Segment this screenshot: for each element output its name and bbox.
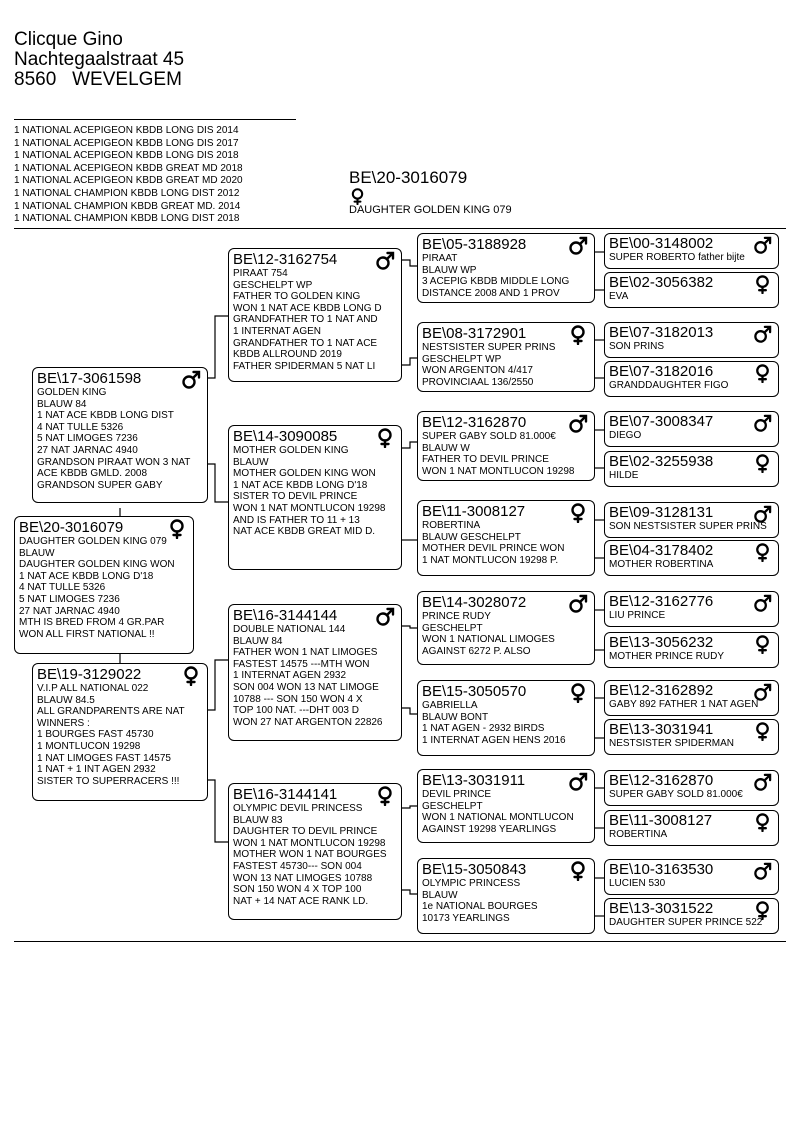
achievement-item: 1 NATIONAL ACEPIGEON KBDB GREAT MD 2020 <box>14 175 243 187</box>
male-icon <box>568 772 588 797</box>
ring-number: BE\20-3016079 <box>19 519 124 536</box>
ring-number: BE\07-3182016 <box>609 363 714 380</box>
male-icon <box>375 251 395 276</box>
pigeon-info-line: NAT ACE KBDB GREAT MID D. <box>233 526 376 538</box>
pigeon-info-line: FATHER WON 1 NAT LIMOGES <box>233 647 378 659</box>
subject-ring: BE\20-3016079 <box>349 168 468 187</box>
female-icon <box>181 666 201 691</box>
pigeon-card-sss <box>417 233 595 303</box>
pigeon-info-line: GESCHELPT <box>422 800 483 812</box>
pigeon-info-line: GESCHELPT <box>422 622 483 634</box>
pigeon-card-ssd <box>417 322 595 392</box>
pigeon-info-line: WON 1 NAT MONTLUCON 19298 <box>233 837 386 849</box>
male-icon <box>753 594 772 618</box>
ring-number: BE\11-3008127 <box>609 812 713 829</box>
male-icon <box>181 370 201 395</box>
achievement-item: 1 NATIONAL ACEPIGEON KBDB LONG DIS 2014 <box>14 125 239 136</box>
pigeon-info-line: FASTEST 14575 ---MTH WON <box>233 658 370 670</box>
ring-number: BE\16-3144141 <box>233 786 338 803</box>
pigeon-card-g3 <box>604 322 779 358</box>
pigeon-info-line: 1 NAT ACE KBDB LONG D'18 <box>19 570 154 582</box>
pigeon-card-dam <box>32 663 208 801</box>
pigeon-info-line: MOTHER GOLDEN KING <box>233 445 349 456</box>
pigeon-info-line: SUPER GABY SOLD 81.000€ <box>609 789 743 800</box>
pigeon-info-line: BLAUW BONT <box>422 711 489 723</box>
pigeon-info-line: 1 NAT + 1 INT AGEN 2932 <box>37 764 156 776</box>
pigeon-card-g13 <box>604 770 779 806</box>
pigeon-info-line: SON 004 WON 13 NAT LIMOGE <box>233 681 379 693</box>
ring-number: BE\16-3144144 <box>233 607 338 624</box>
pigeon-info-line: FASTEST 45730--- SON 004 <box>233 860 362 872</box>
pigeon-info-line: OLYMPIC DEVIL PRINCESS <box>233 803 363 814</box>
pigeon-info-line: 1 NAT MONTLUCON 19298 P. <box>422 554 559 566</box>
pigeon-info-line: 1 INTERNAT AGEN 2932 <box>233 670 347 682</box>
male-icon <box>753 236 772 260</box>
ring-number: BE\14-3028072 <box>422 594 527 611</box>
pigeon-info-line: WON 13 NAT LIMOGES 10788 <box>233 872 373 884</box>
ring-number: BE\07-3008347 <box>609 413 714 430</box>
pigeon-info-line: FATHER TO GOLDEN KING <box>233 291 361 303</box>
pigeon-info-line: NESTSISTER SUPER PRINS <box>422 342 556 353</box>
pigeon-info-line: ROBERTINA <box>609 829 668 840</box>
female-icon <box>753 364 772 388</box>
pigeon-info-line: GOLDEN KING <box>37 387 107 398</box>
pigeon-info-line: DAUGHTER SUPER PRINCE 522 <box>609 917 763 928</box>
pigeon-info-line: GESCHELPT WP <box>233 279 313 291</box>
pigeon-info-line: HILDE <box>609 470 639 481</box>
achievement-item: 1 NATIONAL CHAMPION KBDB GREAT MD. 2014 <box>14 200 241 212</box>
ring-number: BE\12-3162892 <box>609 682 714 699</box>
female-icon <box>753 722 772 746</box>
pigeon-info-line: DEVIL PRINCE <box>422 789 492 800</box>
pigeon-info-line: BLAUW 84.5 <box>37 694 95 706</box>
pigeon-info-line: 27 NAT JARNAC 4940 <box>37 444 138 456</box>
pigeon-card-g16 <box>604 898 779 934</box>
pigeon-info-line: DISTANCE 2008 AND 1 PROV <box>422 287 560 299</box>
female-icon <box>568 861 588 886</box>
pigeon-info-line: 27 NAT JARNAC 4940 <box>19 605 120 617</box>
pigeon-info-line: GRANDDAUGHTER FIGO <box>609 380 729 391</box>
pigeon-info-line: WON 1 NATIONAL MONTLUCON <box>422 812 574 824</box>
pigeon-card-sire <box>32 367 208 503</box>
owner-city: WEVELGEM <box>72 69 182 90</box>
pigeon-info-line: PIRAAT <box>422 253 458 264</box>
male-icon <box>753 325 772 349</box>
pigeon-info-line: 1 NAT ACE KBDB LONG D'18 <box>233 479 368 491</box>
ring-number: BE\14-3090085 <box>233 428 338 445</box>
male-icon <box>568 414 588 439</box>
pigeon-info-line: GRANDFATHER TO 1 NAT AND <box>233 314 378 326</box>
pigeon-info-line: FATHER SPIDERMAN 5 NAT LI <box>233 360 376 372</box>
pigeon-info-line: GABRIELLA <box>422 700 478 711</box>
pigeon-info-line: DAUGHTER GOLDEN KING WON <box>19 559 175 571</box>
pigeon-info-line: SISTER TO SUPERRACERS !!! <box>37 775 180 787</box>
pigeon-info-line: ACE KBDB GMLD. 2008 <box>37 468 148 480</box>
ring-number: BE\04-3178402 <box>609 542 714 559</box>
pigeon-card-ddd <box>417 858 595 934</box>
pigeon-card-ds <box>228 604 402 741</box>
pigeon-info-line: 10173 YEARLINGS <box>422 912 510 924</box>
pigeon-info-line: MOTHER WON 1 NAT BOURGES <box>233 849 387 861</box>
female-icon <box>753 543 772 567</box>
ring-number: BE\12-3162776 <box>609 593 714 610</box>
pigeon-info-line: WINNERS : <box>37 717 90 729</box>
pigeon-card-g8 <box>604 540 779 576</box>
pigeon-card-g12 <box>604 719 779 755</box>
ring-number: BE\02-3056382 <box>609 274 714 291</box>
ring-number: BE\17-3061598 <box>37 370 142 387</box>
male-icon <box>375 607 395 632</box>
ring-number: BE\08-3172901 <box>422 325 527 342</box>
male-icon <box>753 773 772 797</box>
pigeon-info-line: BLAUW 83 <box>233 814 283 826</box>
pigeon-info-line: OLYMPIC PRINCESS <box>422 878 521 889</box>
female-icon <box>753 813 772 837</box>
female-icon <box>753 454 772 478</box>
pigeon-card-dsd <box>417 680 595 756</box>
owner-postal: 8560 <box>14 69 57 90</box>
pigeon-info-line: GESCHELPT WP <box>422 353 502 365</box>
pigeon-card-g11 <box>604 680 779 716</box>
pigeon-card-sd <box>228 425 402 570</box>
pigeon-info-line: PRINCE RUDY <box>422 611 491 622</box>
pigeon-info-line: WON ALL FIRST NATIONAL !! <box>19 628 155 640</box>
pigeon-info-line: BLAUW W <box>422 442 470 454</box>
pigeon-info-line: EVA <box>609 291 629 302</box>
pigeon-info-line: NESTSISTER SPIDERMAN <box>609 738 735 749</box>
pigeon-info-line: 1 NAT AGEN - 2932 BIRDS <box>422 723 545 735</box>
pigeon-info-line: WON 1 NATIONAL LIMOGES <box>422 634 555 646</box>
pigeon-card-g15 <box>604 859 779 895</box>
pigeon-info-line: 3 ACEPIG KBDB MIDDLE LONG <box>422 276 570 288</box>
pigeon-info-line: 1 MONTLUCON 19298 <box>37 740 141 752</box>
pigeon-info-line: SUPER GABY SOLD 81.000€ <box>422 431 556 442</box>
pigeon-info-line: SON 150 WON 4 X TOP 100 <box>233 884 362 896</box>
pigeon-info-line: TOP 100 NAT. ---DHT 003 D <box>233 705 359 717</box>
pigeon-info-line: 1 INTERNAT AGEN HENS 2016 <box>422 734 566 746</box>
pigeon-info-line: DAUGHTER TO DEVIL PRINCE <box>233 826 378 838</box>
pigeon-info-line: FATHER TO DEVIL PRINCE <box>422 454 549 466</box>
pigeon-card-g6 <box>604 451 779 487</box>
pigeon-info-line: 1 NAT LIMOGES FAST 14575 <box>37 752 171 764</box>
female-icon <box>375 428 395 453</box>
pigeon-info-line: 4 NAT TULLE 5326 <box>19 582 106 594</box>
male-icon <box>753 505 772 529</box>
female-icon <box>568 503 588 528</box>
pigeon-info-line: LIU PRINCE <box>609 610 666 621</box>
achievement-item: 1 NATIONAL ACEPIGEON KBDB LONG DIS 2018 <box>14 150 239 162</box>
pigeon-info-line: MOTHER PRINCE RUDY <box>609 651 725 662</box>
pigeon-card-ss <box>228 248 402 382</box>
pigeon-info-line: SON NESTSISTER SUPER PRINS <box>609 521 767 532</box>
ring-number: BE\15-3050843 <box>422 861 527 878</box>
ring-number: BE\12-3162870 <box>422 414 527 431</box>
pigeon-info-line: BLAUW WP <box>422 264 477 276</box>
male-icon <box>753 862 772 886</box>
female-icon <box>568 325 588 350</box>
pigeon-info-line: BLAUW GESCHELPT <box>422 531 521 543</box>
pigeon-info-line: GABY 892 FATHER 1 NAT AGEN <box>609 699 759 710</box>
achievement-item: 1 NATIONAL ACEPIGEON KBDB GREAT MD 2018 <box>14 162 243 174</box>
ring-number: BE\05-3188928 <box>422 236 527 253</box>
pigeon-info-line: GRANDSON SUPER GABY <box>37 479 163 491</box>
pigeon-card-dds <box>417 769 595 843</box>
pigeon-info-line: MTH IS BRED FROM 4 GR.PAR <box>19 617 165 629</box>
pigeon-card-dd <box>228 783 402 920</box>
ring-number: BE\12-3162754 <box>233 251 338 268</box>
pigeon-info-line: KBDB ALLROUND 2019 <box>233 349 342 361</box>
pigeon-card-dss <box>417 591 595 665</box>
pigeon-info-line: 5 NAT LIMOGES 7236 <box>37 433 138 445</box>
pigeon-info-line: ROBERTINA <box>422 520 481 531</box>
pigeon-info-line: WON 1 NAT MONTLUCON 19298 <box>233 502 386 514</box>
pigeon-info-line: V.I.P ALL NATIONAL 022 <box>37 683 149 694</box>
pigeon-info-line: 1 NAT ACE KBDB LONG DIST <box>37 410 174 422</box>
achievement-item: 1 NATIONAL CHAMPION KBDB LONG DIST 2018 <box>14 213 240 225</box>
pigeon-info-line: AND IS FATHER TO 11 + 13 <box>233 514 360 526</box>
pigeon-info-line: WON 27 NAT ARGENTON 22826 <box>233 716 383 728</box>
owner-street: Nachtegaalstraat 45 <box>14 49 185 70</box>
achievement-item: 1 NATIONAL ACEPIGEON KBDB LONG DIS 2017 <box>14 137 239 149</box>
pigeon-info-line: LUCIEN 530 <box>609 878 666 889</box>
ring-number: BE\19-3129022 <box>37 666 142 683</box>
pigeon-info-line: GRANDSON PIRAAT WON 3 NAT <box>37 456 191 468</box>
pigeon-info-line: PIRAAT 754 <box>233 268 288 279</box>
pigeon-card-g1 <box>604 233 779 269</box>
pigeon-info-line: SUPER ROBERTO father bijte <box>609 252 745 263</box>
female-icon <box>753 635 772 659</box>
pigeon-info-line: BLAUW <box>233 456 269 468</box>
male-icon <box>568 594 588 619</box>
achievement-item: 1 NATIONAL CHAMPION KBDB LONG DIST 2012 <box>14 187 240 199</box>
pigeon-info-line: NAT + 14 NAT ACE RANK LD. <box>233 895 369 907</box>
ring-number: BE\15-3050570 <box>422 683 527 700</box>
pigeon-info-line: 1 BOURGES FAST 45730 <box>37 729 154 741</box>
pigeon-info-line: BLAUW <box>19 547 55 559</box>
pigeon-info-line: 10788 --- SON 150 WON 4 X <box>233 693 363 705</box>
pigeon-info-line: 4 NAT TULLE 5326 <box>37 421 124 433</box>
female-icon <box>753 901 772 925</box>
female-icon <box>375 786 395 811</box>
subject-description: DAUGHTER GOLDEN KING 079 <box>349 204 512 216</box>
pigeon-info-line: GRANDFATHER TO 1 NAT ACE <box>233 337 378 349</box>
pigeon-info-line: WON 1 NAT ACE KBDB LONG D <box>233 302 382 314</box>
pigeon-info-line: MOTHER GOLDEN KING WON <box>233 468 376 480</box>
male-icon <box>753 414 772 438</box>
pigeon-info-line: PROVINCIAAL 136/2550 <box>422 376 534 388</box>
pigeon-info-line: SISTER TO DEVIL PRINCE <box>233 491 358 503</box>
ring-number: BE\13-3031522 <box>609 900 714 917</box>
pigeon-card-g4 <box>604 361 779 397</box>
pigeon-info-line: WON 1 NAT MONTLUCON 19298 <box>422 465 575 477</box>
pigeon-card-g10 <box>604 632 779 668</box>
pigeon-info-line: MOTHER DEVIL PRINCE WON <box>422 543 565 555</box>
pigeon-info-line: SON PRINS <box>609 341 665 352</box>
pigeon-info-line: MOTHER ROBERTINA <box>609 559 714 570</box>
pigeon-card-sds <box>417 411 595 481</box>
male-icon <box>568 236 588 261</box>
pigeon-info-line: AGAINST 6272 P. ALSO <box>422 645 531 657</box>
pigeon-card-sdd <box>417 500 595 576</box>
pigeon-info-line: DOUBLE NATIONAL 144 <box>233 624 346 635</box>
ring-number: BE\10-3163530 <box>609 861 714 878</box>
female-icon <box>568 683 588 708</box>
pigeon-card-g9 <box>604 591 779 627</box>
female-icon <box>753 275 772 299</box>
pigeon-info-line: 1 INTERNAT AGEN <box>233 325 321 337</box>
pigeon-info-line: 5 NAT LIMOGES 7236 <box>19 593 120 605</box>
female-icon <box>167 519 187 544</box>
pigeon-card-g2 <box>604 272 779 308</box>
pigeon-info-line: ALL GRANDPARENTS ARE NAT <box>37 706 185 718</box>
owner-name: Clicque Gino <box>14 29 123 50</box>
ring-number: BE\13-3056232 <box>609 634 714 651</box>
ring-number: BE\13-3031941 <box>609 721 714 738</box>
ring-number: BE\11-3008127 <box>422 503 526 520</box>
ring-number: BE\00-3148002 <box>609 235 714 252</box>
pigeon-card-g5 <box>604 411 779 447</box>
ring-number: BE\09-3128131 <box>609 504 714 521</box>
pigeon-card-subject <box>14 516 194 654</box>
ring-number: BE\13-3031911 <box>422 772 526 789</box>
pigeon-info-line: WON ARGENTON 4/417 <box>422 365 533 377</box>
male-icon <box>753 683 772 707</box>
pigeon-card-g7 <box>604 502 779 538</box>
ring-number: BE\07-3182013 <box>609 324 714 341</box>
pigeon-info-line: AGAINST 19298 YEARLINGS <box>422 823 557 835</box>
pigeon-card-g14 <box>604 810 779 846</box>
ring-number: BE\12-3162870 <box>609 772 714 789</box>
pigeon-info-line: DIEGO <box>609 430 642 441</box>
pigeon-info-line: DAUGHTER GOLDEN KING 079 <box>19 536 167 547</box>
pigeon-info-line: 1e NATIONAL BOURGES <box>422 901 538 913</box>
ring-number: BE\02-3255938 <box>609 453 714 470</box>
pigeon-info-line: BLAUW 84 <box>37 398 87 410</box>
pigeon-info-line: BLAUW 84 <box>233 635 283 647</box>
pigeon-info-line: BLAUW <box>422 889 458 901</box>
